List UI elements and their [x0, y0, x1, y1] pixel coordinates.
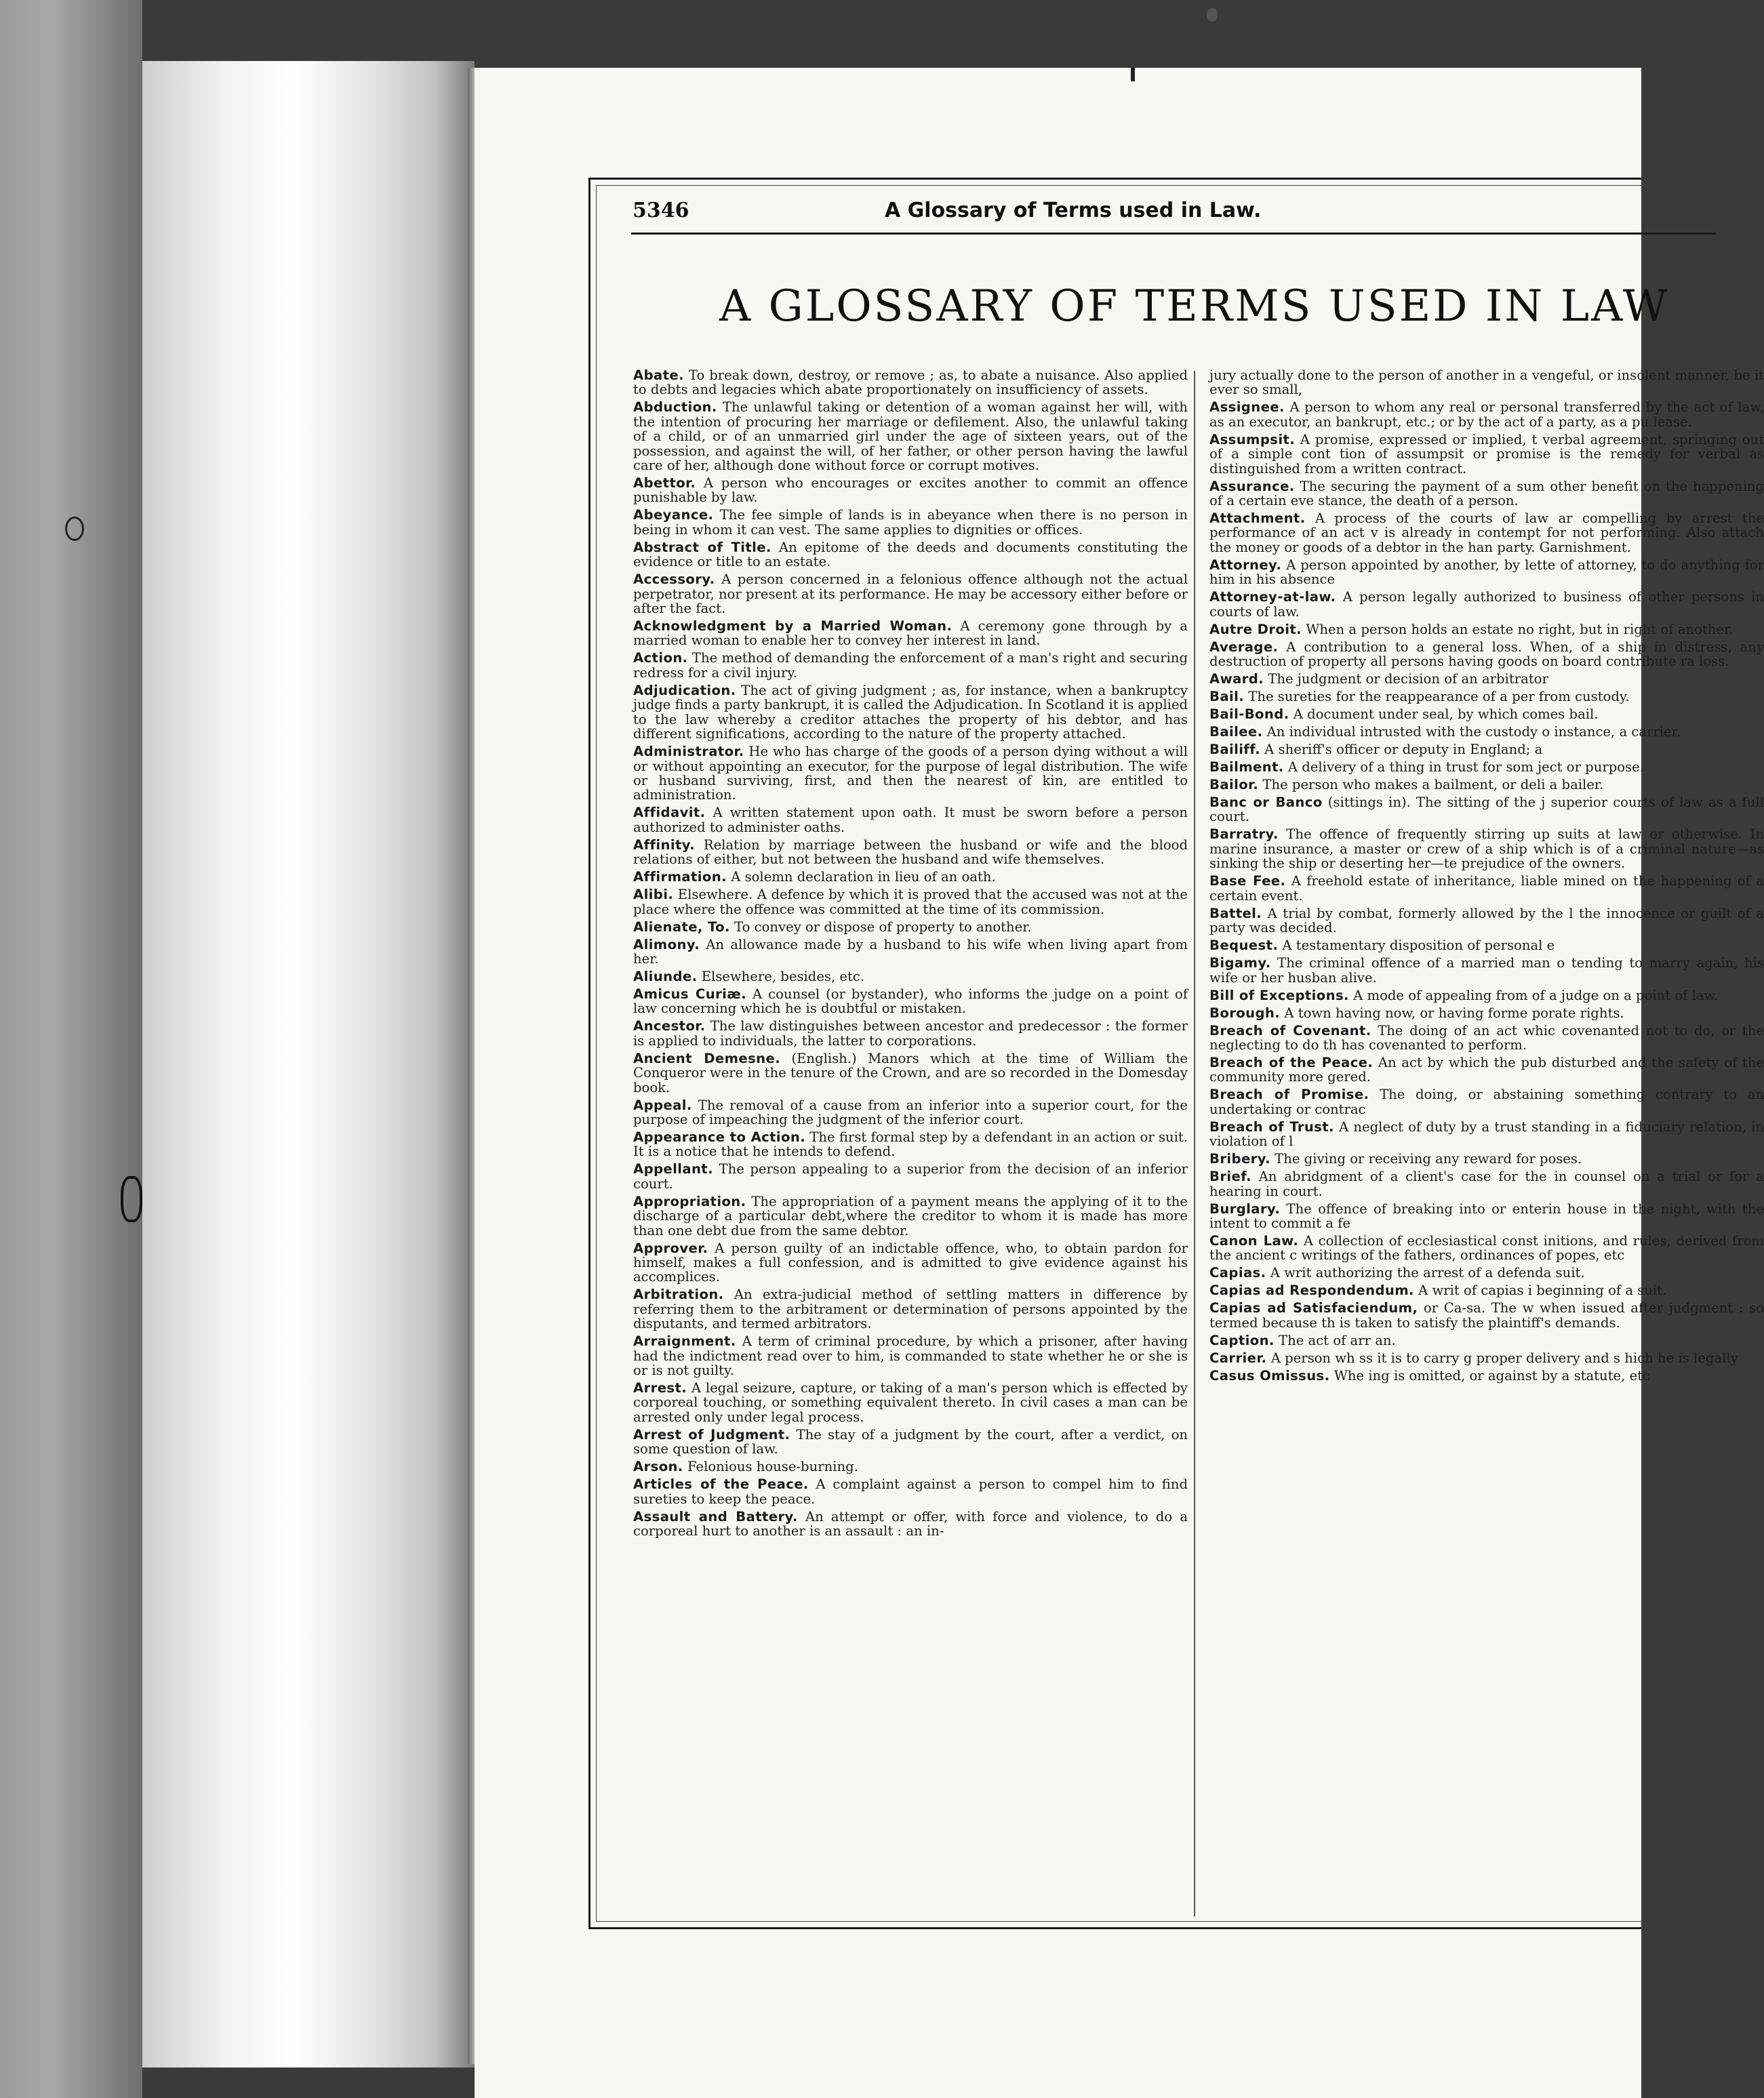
glossary-entry [1209, 1283, 1764, 1297]
glossary-definition: A legal seizure, capture, or taking of a man's person which is effected by corporeal touching, or something equivalent thereto. In civil cases a man can be arrested only under legal process. [633, 1380, 1188, 1425]
glossary-definition: To break down, destroy, or remove ; as, to abate a nuisance. Also applied to debts and legacies which abate proportionately on insufficiency of assets. [633, 367, 1188, 398]
glossary-entry [633, 838, 1188, 867]
glossary-term: Brief. [1209, 1169, 1251, 1185]
glossary-definition: The appropriation of a payment means the applying of it to the discharge of a particular debt,where the creditor to whom it is made has more than one debt due from the same debtor. [633, 1193, 1188, 1238]
glossary-definition: A ceremony gone through by a married woman to enable her to convey her interest in land. [633, 618, 1188, 649]
glossary-term: Bailor. [1209, 777, 1259, 793]
page-title: A GLOSSARY OF TERMS USED IN LAW [719, 281, 1670, 331]
glossary-entry [633, 651, 1188, 680]
glossary-entry [1209, 689, 1764, 704]
page-number: 5346 [633, 199, 689, 222]
glossary-entry [633, 987, 1188, 1016]
glossary-term: Ancient Demesne. [633, 1050, 781, 1066]
glossary-entry [1209, 874, 1764, 903]
glossary-term: Attorney. [1209, 557, 1282, 573]
glossary-definition: The unlawful taking or detention of a woman against her will, with the intention of procuring her marriage or defilement. Also, the unlawful taking of a child, or of an unmarried girl under the age of sixteen years, out of the possession, and against the will, of her father, or other person having the lawful care of her, although done without force or corrupt motives. [633, 399, 1188, 474]
glossary-entry [633, 368, 1188, 397]
page-mark [1131, 68, 1135, 81]
glossary-definition: Felonious house-burning. [687, 1459, 858, 1475]
glossary-term: Appropriation. [633, 1193, 746, 1209]
glossary-term: Arson. [633, 1459, 683, 1475]
glossary-entry [1209, 368, 1764, 397]
glossary-definition: A trial by combat, formerly allowed by the l the innocence or guilt of a party was decided. [1209, 905, 1764, 936]
glossary-definition: A contribution to a general loss. When, of a ship in distress, any destruction of property all persons having goods on board contribute ra loss. [1209, 639, 1764, 670]
glossary-term: Assignee. [1209, 399, 1285, 416]
glossary-term: Average. [1209, 639, 1279, 655]
glossary-term: Banc or Banco [1209, 794, 1323, 811]
glossary-entry [633, 937, 1188, 967]
glossary-term: Administrator. [633, 744, 744, 760]
glossary-definition: The act of giving judgment ; as, for instance, when a bankruptcy judge finds a party bankrupt, it is called the Adjudication. In Scotland it is applied to the law whereby a creditor attaches the property of his debtor, and has different significations, according to the nature of the property attached. [633, 682, 1188, 742]
glossary-definition: A testamentary disposition of personal e [1282, 937, 1555, 954]
header-rule [631, 233, 1716, 235]
glossary-definition: A document under seal, by which comes bail. [1293, 706, 1599, 723]
glossary-term: Attorney-at-law. [1209, 589, 1336, 605]
glossary-term: Arrest. [633, 1380, 687, 1396]
glossary-definition: A solemn declaration in lieu of an oath. [731, 869, 996, 885]
glossary-definition: An extra-judicial method of settling matters in difference by referring them to the arbitrament or determination of persons appointed by the disputants, and termed arbitrators. [633, 1287, 1188, 1332]
glossary-definition: The method of demanding the enforcement of a man's right and securing redress for a civil injury. [633, 650, 1188, 681]
glossary-definition: An individual intrusted with the custody o instance, a carrier. [1266, 724, 1681, 740]
glossary-entry [1209, 432, 1764, 476]
glossary-term: Bailee. [1209, 724, 1263, 740]
glossary-entry [1209, 590, 1764, 619]
glossary-entry [1209, 742, 1764, 757]
glossary-entry [1209, 795, 1764, 824]
glossary-entry [633, 1381, 1188, 1424]
glossary-entry [1209, 725, 1764, 739]
microfilm-margin [0, 0, 142, 2098]
glossary-entry [1209, 1351, 1764, 1365]
glossary-definition: Elsewhere. A defence by which it is proved that the accused was not at the place where the offence was committed at the time of its commission. [633, 887, 1188, 917]
glossary-entry [1209, 1024, 1764, 1053]
glossary-entry [633, 1019, 1188, 1048]
glossary-entry [1209, 1006, 1764, 1020]
glossary-entry [633, 1130, 1188, 1159]
glossary-term: Burglary. [1209, 1201, 1281, 1217]
glossary-entry [633, 1241, 1188, 1285]
glossary-term: Breach of Promise. [1209, 1087, 1369, 1103]
glossary-entry [633, 1287, 1188, 1331]
glossary-term: Assault and Battery. [633, 1508, 798, 1525]
glossary-entry [1209, 988, 1764, 1003]
glossary-entry [633, 969, 1188, 984]
glossary-definition: When a person holds an estate no right, but in right of another. [1306, 621, 1733, 637]
glossary-term: Capias ad Satisfaciendum, [1209, 1300, 1418, 1316]
glossary-entry [1209, 827, 1764, 870]
column-divider [1194, 371, 1195, 1916]
glossary-term: Assurance. [1209, 478, 1295, 494]
glossary-term: Barratry. [1209, 826, 1279, 843]
glossary-term: Affidavit. [633, 805, 706, 821]
glossary-definition: The person appealing to a superior from the decision of an inferior court. [633, 1161, 1188, 1192]
glossary-definition: A collection of ecclesiastical const initions, and rules, derived from the ancient c writings of the fathers, ordinances of popes, etc [1209, 1232, 1764, 1264]
glossary-entry [1209, 1202, 1764, 1231]
glossary-definition: A writ of capias i beginning of a suit. [1418, 1283, 1667, 1299]
glossary-definition: A person concerned in a felonious offence although not the actual perpetrator, nor present at its performance. He may be accessory either before or after the fact. [633, 571, 1188, 617]
glossary-entry [1209, 1266, 1764, 1280]
glossary-definition: A process of the courts of law ar compelling by arrest the performance of an act v is already in contempt for not performing. Also attach the money or goods of a debtor in the han party. Garnishment. [1209, 510, 1764, 555]
glossary-term: Capias. [1209, 1265, 1266, 1281]
glossary-definition: A counsel (or bystander), who informs the judge on a point of law concerning which he is doubtful or mistaken. [633, 986, 1188, 1017]
glossary-term: Appellant. [633, 1161, 713, 1177]
glossary-term: Bequest. [1209, 937, 1279, 954]
glossary-entry [1209, 672, 1764, 686]
glossary-term: Bribery. [1209, 1151, 1270, 1167]
film-speck [1207, 8, 1218, 22]
running-head [633, 199, 1717, 233]
glossary-entry [1209, 1333, 1764, 1348]
glossary-term: Arbitration. [633, 1287, 724, 1303]
glossary-entry [633, 619, 1188, 648]
glossary-definition: The stay of a judgment by the court, after a verdict, on some question of law. [633, 1426, 1188, 1457]
glossary-definition: The doing, or abstaining something contrary to an undertaking or contrac [1209, 1087, 1764, 1117]
glossary-term: Abate. [633, 367, 684, 383]
glossary-entry [1209, 511, 1764, 554]
glossary-definition: The person who makes a bailment, or deli a bailer. [1262, 777, 1604, 793]
glossary-entry [633, 508, 1188, 537]
glossary-term: Breach of the Peace. [1209, 1054, 1374, 1070]
glossary-definition: A person appointed by another, by lette of attorney, to do anything for him in his absence [1209, 557, 1764, 588]
running-title: A Glossary of Terms used in Law. [885, 199, 1262, 222]
glossary-term: Bigamy. [1209, 955, 1271, 971]
glossary-definition: An allowance made by a husband to his wife when living apart from her. [633, 936, 1188, 967]
glossary-definition: The doing of an act whic covenanted not to do, or the neglecting to do th has covenanted to perform. [1209, 1022, 1764, 1053]
glossary-term: Canon Law. [1209, 1232, 1299, 1249]
glossary-entry [1209, 1087, 1764, 1116]
glossary-definition: The giving or receiving any reward for poses. [1275, 1151, 1582, 1167]
glossary-definition: Elsewhere, besides, etc. [701, 968, 865, 984]
glossary-column-left [633, 368, 1188, 1927]
glossary-definition: jury actually done to the person of another in a vengeful, or insolent manner, be it ever so small, [1209, 367, 1764, 398]
glossary-definition: A person wh ss it is to carry g proper delivery and s hich he is legally [1270, 1350, 1738, 1366]
glossary-entry [633, 1334, 1188, 1377]
glossary-term: Borough. [1209, 1005, 1281, 1021]
glossary-term: Breach of Trust. [1209, 1118, 1334, 1135]
glossary-term: Adjudication. [633, 682, 736, 698]
glossary-definition: The sureties for the reappearance of a per from custody. [1248, 689, 1630, 705]
glossary-term: Arrest of Judgment. [633, 1426, 790, 1443]
glossary-term: Abeyance. [633, 507, 714, 523]
glossary-entry [633, 744, 1188, 803]
glossary-entry [633, 572, 1188, 616]
glossary-entry [633, 1051, 1188, 1095]
glossary-term: Abduction. [633, 399, 717, 416]
film-speck [65, 517, 84, 541]
glossary-definition: A promise, expressed or implied, t verbal agreement, springing out of a simple cont tion of assumpsit or promise is the remedy for verbal as distinguished from a written contract. [1209, 431, 1764, 477]
glossary-definition: An abridgment of a client's case for the in counsel on a trial or for a hearing in court. [1209, 1169, 1764, 1199]
glossary-entry [633, 540, 1188, 569]
glossary-definition: A complaint against a person to compel him to find sureties to keep the peace. [633, 1476, 1188, 1507]
glossary-entry [1209, 558, 1764, 587]
glossary-definition: The offence of breaking into or enterin house in the night, with the intent to commit a fe [1209, 1201, 1764, 1231]
glossary-definition: The first formal step by a defendant in an action or suit. It is a notice that he intends to defend. [633, 1129, 1188, 1160]
glossary-entry [633, 870, 1188, 884]
glossary-definition: The removal of a cause from an inferior into a superior court, for the purpose of impeaching the judgment of the inferior court. [633, 1097, 1188, 1127]
glossary-term: Ancestor. [633, 1018, 706, 1034]
glossary-definition: The securing the payment of a sum other benefit on the happening of a certain eve stance, the death of a person. [1209, 478, 1764, 509]
glossary-entry [633, 400, 1188, 472]
glossary-term: Attachment. [1209, 510, 1306, 527]
glossary-term: Bail-Bond. [1209, 706, 1289, 723]
glossary-entry [633, 1510, 1188, 1539]
glossary-term: Accessory. [633, 571, 715, 588]
glossary-entry [1209, 1169, 1764, 1198]
glossary-entry [633, 1477, 1188, 1506]
glossary-entry [633, 1098, 1188, 1127]
glossary-term: Award. [1209, 671, 1264, 687]
glossary-definition: The judgment or decision of an arbitrator [1268, 671, 1548, 687]
glossary-entry [1209, 622, 1764, 637]
glossary-term: Affinity. [633, 836, 695, 853]
glossary-definition: (sittings in). The sitting of the j superior courts of law as a full court. [1209, 794, 1764, 825]
glossary-definition: An attempt or offer, with force and violence, to do a corporeal hurt to another is an assault : an in- [633, 1508, 1188, 1539]
glossary-term: Alibi. [633, 887, 674, 903]
glossary-definition: A town having now, or having forme porate rights. [1284, 1005, 1624, 1021]
glossary-entry [1209, 640, 1764, 669]
glossary-term: Base Fee. [1209, 873, 1286, 889]
glossary-definition: The criminal offence of a married man o tending to marry again, his wife or her husban alive. [1209, 955, 1764, 986]
glossary-definition: The fee simple of lands is in abeyance when there is no person in being in whom it can vest. The same applies to dignities or offices. [633, 507, 1188, 538]
glossary-entry [1209, 778, 1764, 792]
glossary-definition: (English.) Manors which at the time of William the Conqueror were in the tenure of the Crown, and are so recorded in the Domesday book. [633, 1050, 1188, 1095]
glossary-term: Autre Droit. [1209, 621, 1302, 637]
glossary-definition: A person legally authorized to business of other persons in courts of law. [1209, 589, 1764, 620]
glossary-definition: To convey or dispose of property to another. [734, 919, 1032, 935]
glossary-entry [1209, 938, 1764, 952]
glossary-entry [633, 887, 1188, 916]
glossary-entry [633, 805, 1188, 834]
glossary-definition: He who has charge of the goods of a person dying without a will or without appointing an executor, for the purpose of legal distribution. The wife or husband surviving, first, and then the nearest of kin, are entitled to administration. [633, 744, 1188, 803]
glossary-definition: The offence of frequently stirring up suits at law or otherwise. In marine insurance, a master or crew of a ship which is of a criminal nature—as sinking the ship or deserting her—te prejudice of the owners. [1209, 826, 1764, 872]
glossary-definition: A delivery of a thing in trust for som ject or purpose. [1287, 759, 1644, 775]
glossary-definition: An epitome of the deeds and documents constituting the evidence or title to an estate. [633, 539, 1188, 570]
glossary-definition: or Ca-sa. The w when issued after judgment : so termed because th is taken to satisfy the plaintiff's demands. [1209, 1300, 1764, 1331]
glossary-entry [633, 1459, 1188, 1474]
glossary-definition: A neglect of duty by a trust standing in a fiduciary relation, in violation of l [1209, 1118, 1764, 1150]
glossary-definition: An act by which the pub disturbed and the safety of the community more gered. [1209, 1054, 1764, 1085]
glossary-definition: A sheriff's officer or deputy in England; a [1264, 742, 1543, 758]
glossary-term: Capias ad Respondendum. [1209, 1283, 1414, 1299]
glossary-term: Assumpsit. [1209, 431, 1296, 447]
glossary-definition: A term of criminal procedure, by which a prisoner, after having had the indictment read over to him, is commanded to state whether he or she is or is not guilty. [633, 1333, 1188, 1379]
glossary-entry [633, 920, 1188, 934]
glossary-entry [1209, 1234, 1764, 1263]
glossary-definition: A person guilty of an indictable offence, who, to obtain pardon for himself, makes a full confession, and is admitted to give evidence against his accomplices. [633, 1240, 1188, 1285]
glossary-definition: The act of arr an. [1279, 1332, 1396, 1348]
page-frame [588, 178, 1764, 1929]
glossary-term: Abettor. [633, 475, 696, 491]
glossary-term: Action. [633, 650, 688, 666]
glossary-column-right [1209, 368, 1764, 1927]
glossary-entry [633, 683, 1188, 742]
glossary-entry [1209, 1152, 1764, 1166]
glossary-entry [1209, 479, 1764, 508]
glossary-definition: A writ authorizing the arrest of a defenda suit. [1270, 1265, 1585, 1281]
glossary-entry [1209, 1301, 1764, 1330]
glossary-definition: A freehold estate of inheritance, liable mined on the happening of a certain event. [1209, 873, 1764, 904]
glossary-definition: A person to whom any real or personal transferred by the act of law, as an executor, an bankrupt, etc.; or by the act of a party, as a pu lease. [1209, 399, 1764, 430]
glossary-entry [1209, 707, 1764, 721]
glossary-term: Alienate, To. [633, 919, 730, 935]
glossary-definition: Relation by marriage between the husband or wife and the blood relations of either, but not between the husband and wife themselves. [633, 836, 1188, 868]
glossary-definition: A written statement upon oath. It must be sworn before a person authorized to administer oaths. [633, 805, 1188, 835]
book-binding [142, 61, 475, 2067]
binding-clip [121, 1176, 142, 1222]
glossary-entry [1209, 906, 1764, 935]
glossary-entry [1209, 1120, 1764, 1149]
glossary-term: Articles of the Peace. [633, 1476, 809, 1493]
glossary-term: Appeal. [633, 1097, 692, 1113]
glossary-term: Battel. [1209, 905, 1262, 921]
glossary-term: Affirmation. [633, 869, 727, 885]
glossary-definition: A person who encourages or excites another to commit an offence punishable by law. [633, 475, 1188, 506]
glossary-term: Bailment. [1209, 759, 1284, 775]
glossary-term: Carrier. [1209, 1350, 1267, 1366]
glossary-term: Alimony. [633, 936, 700, 952]
glossary-term: Abstract of Title. [633, 539, 771, 555]
glossary-entry [1209, 956, 1764, 985]
glossary-definition: The law distinguishes between ancestor and predecessor : the former is applied to individuals, the latter to corporations. [633, 1018, 1188, 1049]
glossary-entry [1209, 1055, 1764, 1085]
glossary-entry [633, 1194, 1188, 1238]
glossary-entry [1209, 400, 1764, 429]
glossary-entry [1209, 760, 1764, 774]
glossary-term: Bailiff. [1209, 742, 1260, 758]
glossary-entry [633, 1428, 1188, 1457]
glossary-term: Appearance to Action. [633, 1129, 806, 1145]
glossary-term: Breach of Covenant. [1209, 1022, 1371, 1038]
glossary-term: Bail. [1209, 689, 1245, 705]
glossary-term: Caption. [1209, 1332, 1275, 1348]
glossary-term: Approver. [633, 1240, 708, 1256]
glossary-definition: A mode of appealing from of a judge on a point of law. [1353, 987, 1719, 1003]
glossary-term: Aliunde. [633, 968, 698, 984]
glossary-term: Arraignment. [633, 1333, 736, 1350]
glossary-entry [1209, 1369, 1764, 1383]
glossary-entry [633, 476, 1188, 505]
glossary-term: Amicus Curiæ. [633, 986, 747, 1002]
glossary-definition: Whe ing is omitted, or against by a statute, etc [1334, 1367, 1651, 1384]
glossary-entry [633, 1162, 1188, 1191]
glossary-term: Bill of Exceptions. [1209, 987, 1349, 1003]
glossary-term: Casus Omissus. [1209, 1367, 1330, 1384]
glossary-term: Acknowledgment by a Married Woman. [633, 618, 953, 634]
